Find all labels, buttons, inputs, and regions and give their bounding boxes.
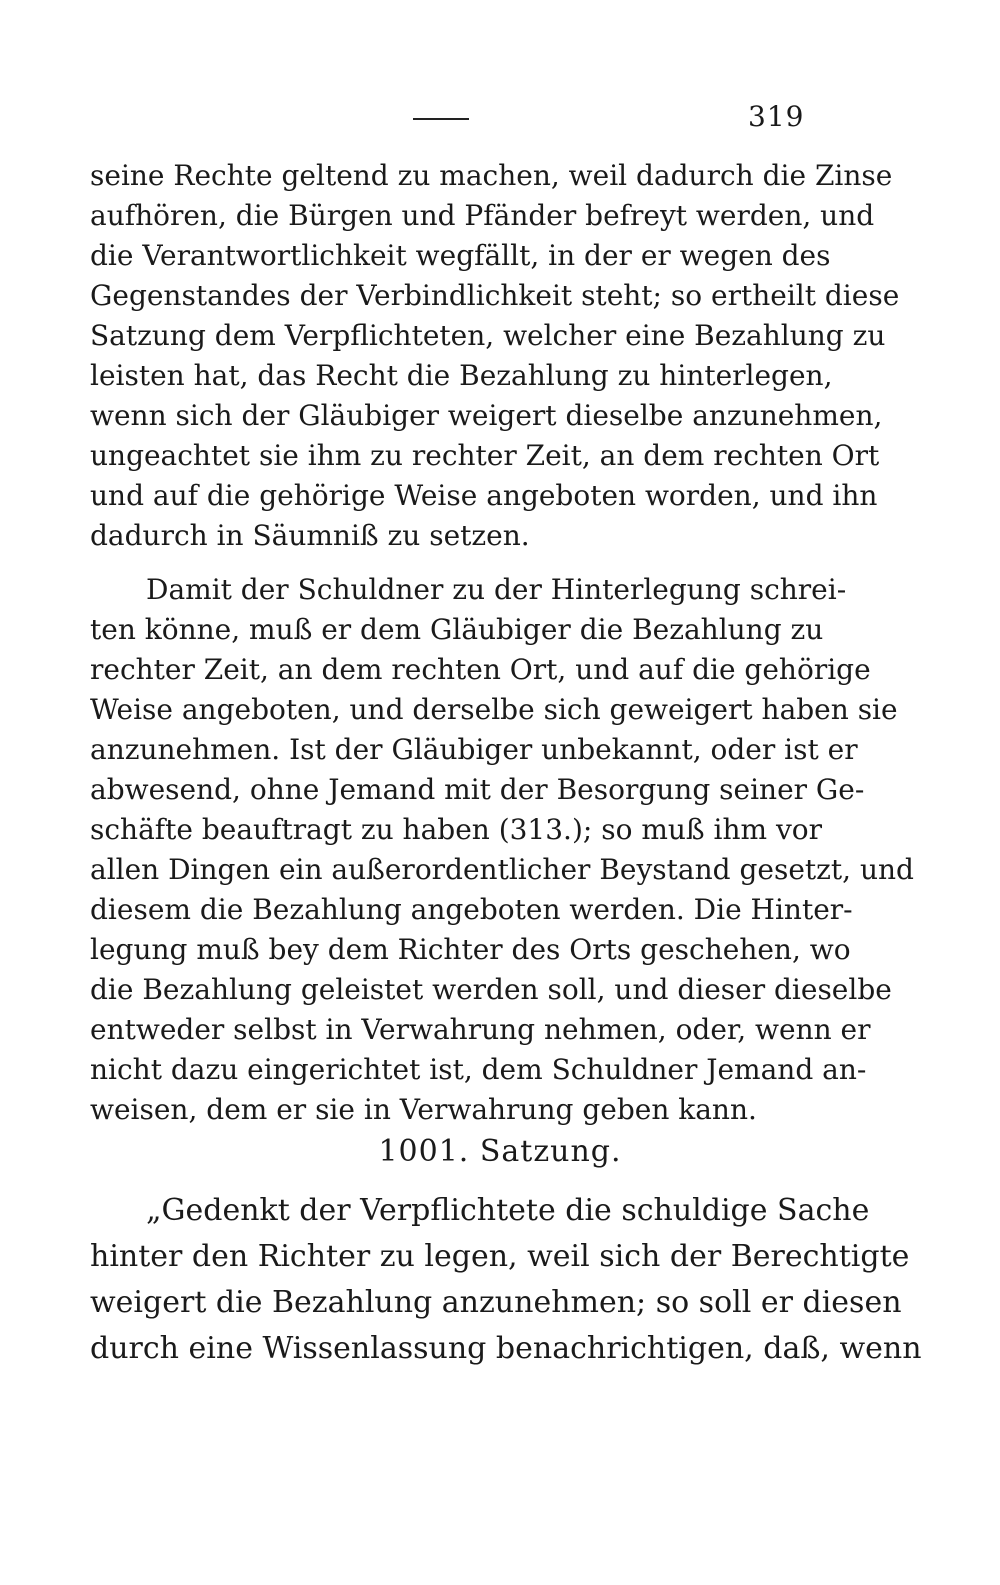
text-line: entweder selbst in Verwahrung nehmen, oder, wenn er	[90, 1013, 871, 1046]
paragraph-2	[90, 570, 914, 1130]
paragraph-3	[90, 1188, 922, 1372]
text-line: aufhören, die Bürgen und Pfänder befreyt werden, und	[90, 199, 875, 232]
text-line: die Verantwortlichkeit wegfällt, in der er wegen des	[90, 239, 831, 272]
text-line: ten könne, muß er dem Gläubiger die Bezahlung zu	[90, 613, 824, 646]
text-line: anzunehmen. Ist der Gläubiger unbekannt, oder ist er	[90, 733, 858, 766]
text-line: hinter den Richter zu legen, weil sich der Berechtigte	[90, 1239, 910, 1274]
page-header	[0, 98, 1000, 138]
text-line: „Gedenkt der Verpflichtete die schuldige Sache	[146, 1193, 870, 1228]
text-line: dadurch in Säumniß zu setzen.	[90, 519, 530, 552]
text-line: Weise angeboten, und derselbe sich geweigert haben sie	[90, 693, 898, 726]
text-line: schäfte beauftragt zu haben (313.); so muß ihm vor	[90, 813, 823, 846]
text-line: ungeachtet sie ihm zu rechter Zeit, an dem rechten Ort	[90, 439, 880, 472]
text-line: abwesend, ohne Jemand mit der Besorgung seiner Ge-	[90, 773, 865, 806]
text-line: und auf die gehörige Weise angeboten worden, und ihn	[90, 479, 878, 512]
text-line: Gegenstandes der Verbindlichkeit steht; so ertheilt diese	[90, 279, 900, 312]
paragraph-1	[90, 156, 900, 556]
page-number: 319	[748, 100, 805, 133]
section-heading: 1001. Satzung.	[378, 1134, 622, 1169]
text-line: Satzung dem Verpflichteten, welcher eine Bezahlung zu	[90, 319, 886, 352]
text-line: weisen, dem er sie in Verwahrung geben kann.	[90, 1093, 757, 1126]
text-line: leisten hat, das Recht die Bezahlung zu hinterlegen,	[90, 359, 833, 392]
text-line: seine Rechte geltend zu machen, weil dadurch die Zinse	[90, 159, 893, 192]
text-line: allen Dingen ein außerordentlicher Beystand gesetzt, und	[90, 853, 914, 886]
header-rule	[413, 118, 469, 120]
text-line: weigert die Bezahlung anzunehmen; so soll er diesen	[90, 1285, 902, 1320]
text-line: legung muß bey dem Richter des Orts geschehen, wo	[90, 933, 851, 966]
text-line: durch eine Wissenlassung benachrichtigen, daß, wenn	[90, 1331, 922, 1366]
text-line: wenn sich der Gläubiger weigert dieselbe anzunehmen,	[90, 399, 883, 432]
text-line: diesem die Bezahlung angeboten werden. Die Hinter-	[90, 893, 853, 926]
text-line: die Bezahlung geleistet werden soll, und dieser dieselbe	[90, 973, 892, 1006]
text-line: rechter Zeit, an dem rechten Ort, und auf die gehörige	[90, 653, 871, 686]
text-line: nicht dazu eingerichtet ist, dem Schuldner Jemand an-	[90, 1053, 867, 1086]
text-line: Damit der Schuldner zu der Hinterlegung schrei-	[146, 573, 847, 606]
